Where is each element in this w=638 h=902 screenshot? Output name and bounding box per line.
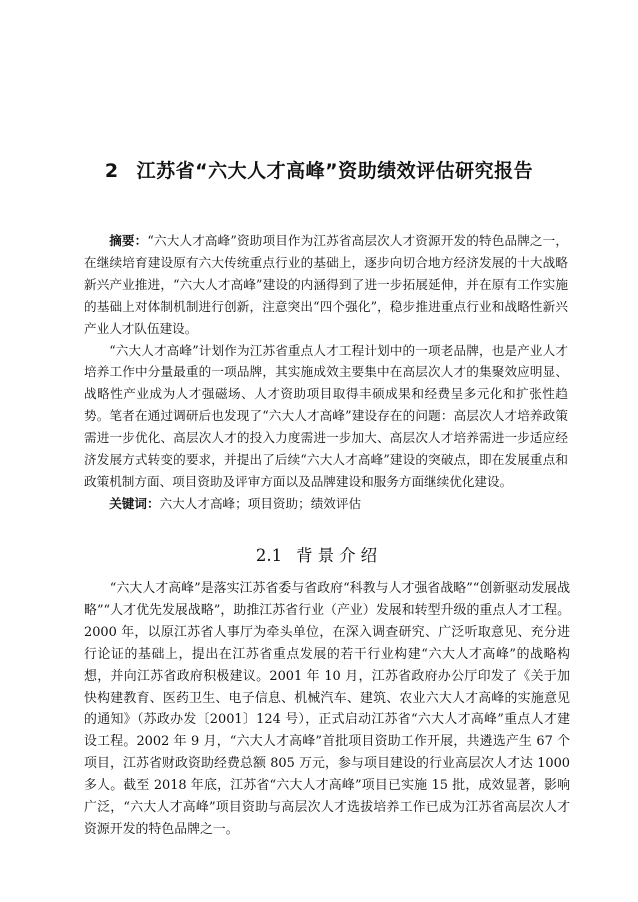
abstract-paragraph-1	[84, 230, 568, 340]
body-paragraph-1: “六大人才高峰”是落实江苏省委与省政府“科教与人才强省战略”“创新驱动发展战略”“人才优先发展战略”，助推江苏省行业（产业）发展和转型升级的重点人才工程。2000 年，以原江苏省人事厅为牵头单位，在深入调查研究、广泛听取意见、充分进行论证的基础上，提出在江苏省重点发展的若干行业构建“六大人才高峰”的战略构想，并向江苏省政府积极建议。2001 年 10 月，江苏省政府办公厅印发了《关于加快构建教育、医药卫生、电子信息、机械汽车、建筑、农业六大人才高峰的实施意见的通知》（苏政办发〔2001〕124 号），正式启动江苏省“六大人才高峰”重点人才建设工程。2002 年 9 月，“六大人才高峰”首批项目资助工作开展，共遴选产生 67 个项目，江苏省财政资助经费总额 805 万元，参与项目建设的行业高层次人才达 1000 多人。截至 2018 年底，江苏省“六大人才高峰”项目已实施 15 批，成效显著，影响广泛，“六大人才高峰”项目资助与高层次人才选拔培养工作已成为江苏省高层次人才资源开发的特色品牌之一。	[84, 581, 570, 837]
keywords-text: 六大人才高峰；项目资助；绩效评估	[159, 495, 362, 511]
chapter-title-text: 江苏省“六大人才高峰”资助绩效评估研究报告	[136, 160, 534, 182]
keywords-line	[84, 493, 568, 515]
keywords-label: 关键词：	[109, 495, 160, 511]
chapter-title	[0, 156, 638, 183]
section-title-text: 背景介绍	[296, 546, 383, 565]
abstract-text-1: “六大人才高峰”资助项目作为江苏省高层次人才资源开发的特色品牌之一，在继续培育建设原有六大传统重点行业的基础上，逐步向切合地方经济发展的十大战略新兴产业推进，“六大人才高峰”建设的内涵得到了进一步拓展延伸，并在原有工作实施的基础上对体制机制进行创新，注意突出“四个强化”，稳步推进重点行业和战略性新兴产业人才队伍建设。	[84, 233, 568, 336]
section-number: 2.1	[255, 546, 283, 565]
section-heading	[0, 542, 638, 566]
abstract-label: 摘要：	[109, 233, 148, 248]
abstract-paragraph-2: “六大人才高峰”计划作为江苏省重点人才工程计划中的一项老品牌，也是产业人才培养工作中分量最重的一项品牌，其实施成效主要集中在高层次人才的集聚效应明显、战略性产业成为人才强磁场、人才资助项目取得丰硕成果和经费呈多元化和扩张性趋势。笔者在通过调研后也发现了“六大人才高峰”建设存在的问题：高层次人才培养政策需进一步优化、高层次人才的投入力度需进一步加大、高层次人才培养需进一步适应经济发展方式转变的要求，并提出了后续“六大人才高峰”建设的突破点，即在发展重点和政策机制方面、项目资助及评审方面以及品牌建设和服务方面继续优化建设。	[84, 342, 568, 489]
chapter-number: 2	[104, 160, 119, 182]
body-text	[84, 578, 570, 841]
abstract	[84, 230, 568, 515]
